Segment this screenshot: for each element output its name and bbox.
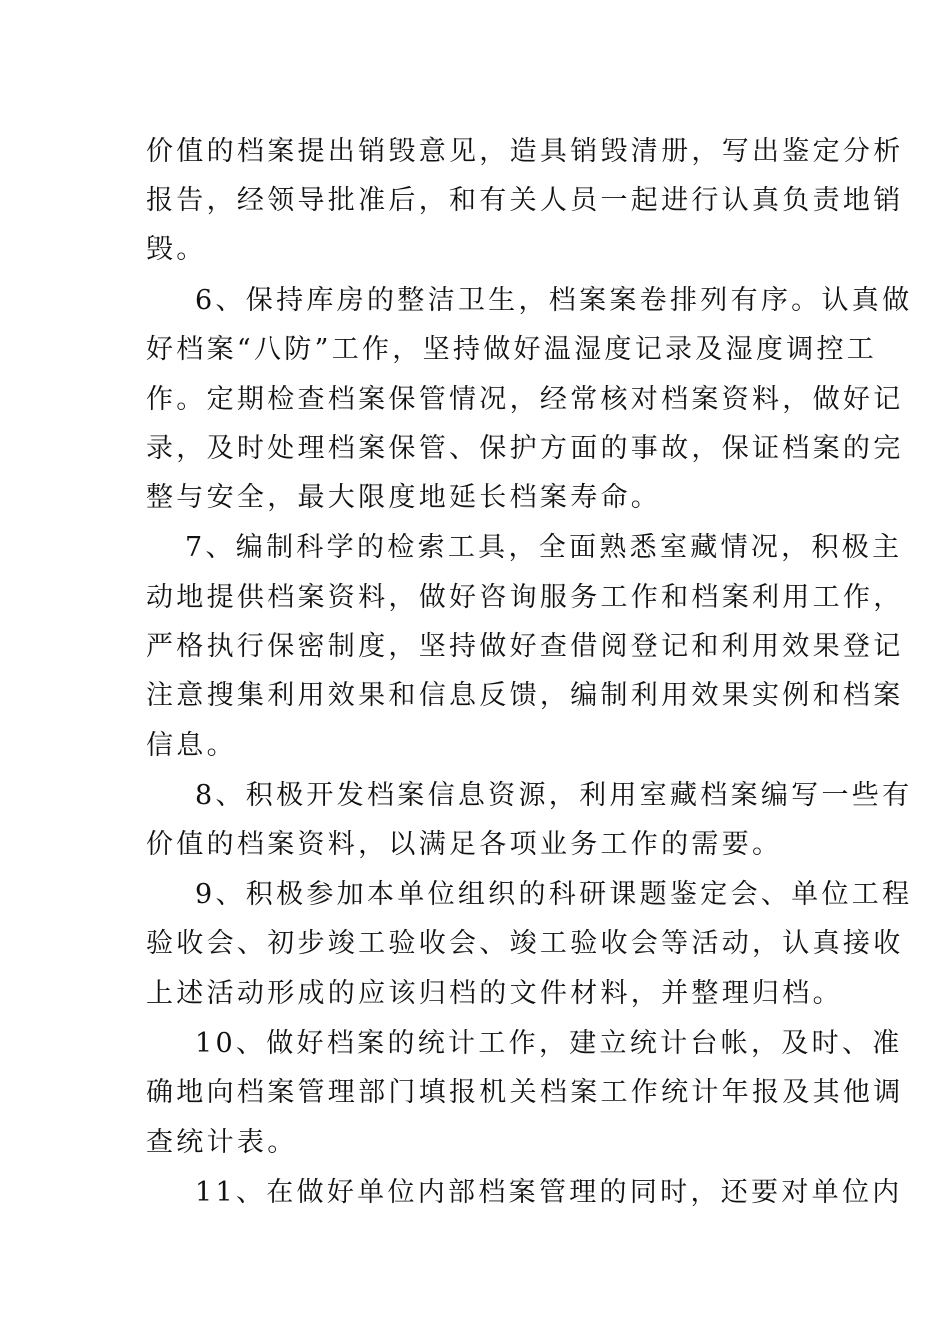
text-line: 报告，经领导批准后，和有关人员一起进行认真负责地销	[146, 185, 904, 216]
text-line: 价值的档案提出销毁意见，造具销毁清册，写出鉴定分析	[146, 136, 904, 167]
text-line: 整与安全，最大限度地延长档案寿命。	[146, 482, 662, 513]
paragraph-11-start: 11、在做好单位内部档案管理的同时，还要对单位内	[195, 1177, 903, 1208]
text-line: 录，及时处理档案保管、保护方面的事故，保证档案的完	[146, 433, 904, 464]
text-line: 注意搜集利用效果和信息反馈，编制利用效果实例和档案	[146, 680, 904, 711]
paragraph-7-start: 7、编制科学的检索工具，全面熟悉室藏情况，积极主	[185, 532, 903, 563]
text-line: 价值的档案资料，以满足各项业务工作的需要。	[146, 829, 783, 860]
text-line: 查统计表。	[146, 1127, 298, 1158]
text-line: 严格执行保密制度，坚持做好查借阅登记和利用效果登记	[146, 631, 904, 662]
text-line: 作。定期检查档案保管情况，经常核对档案资料，做好记	[146, 384, 904, 415]
text-line: 确地向档案管理部门填报机关档案工作统计年报及其他调	[146, 1077, 904, 1108]
text-line: 动地提供档案资料，做好咨询服务工作和档案利用工作，	[146, 582, 904, 613]
text-line: 验收会、初步竣工验收会、竣工验收会等活动，认真接收	[146, 928, 904, 959]
text-line: 信息。	[146, 730, 237, 761]
text-line: 好档案“八防”工作，坚持做好温湿度记录及湿度调控工	[146, 334, 878, 365]
paragraph-8-start: 8、积极开发档案信息资源，利用室藏档案编写一些有	[195, 780, 913, 811]
paragraph-9-start: 9、积极参加本单位组织的科研课题鉴定会、单位工程	[195, 879, 913, 910]
text-line: 上述活动形成的应该归档的文件材料，并整理归档。	[146, 978, 843, 1009]
paragraph-6-start: 6、保持库房的整洁卫生，档案案卷排列有序。认真做	[195, 285, 913, 316]
text-line: 毁。	[146, 234, 207, 265]
paragraph-10-start: 10、做好档案的统计工作，建立统计台帐，及时、准	[195, 1028, 903, 1059]
